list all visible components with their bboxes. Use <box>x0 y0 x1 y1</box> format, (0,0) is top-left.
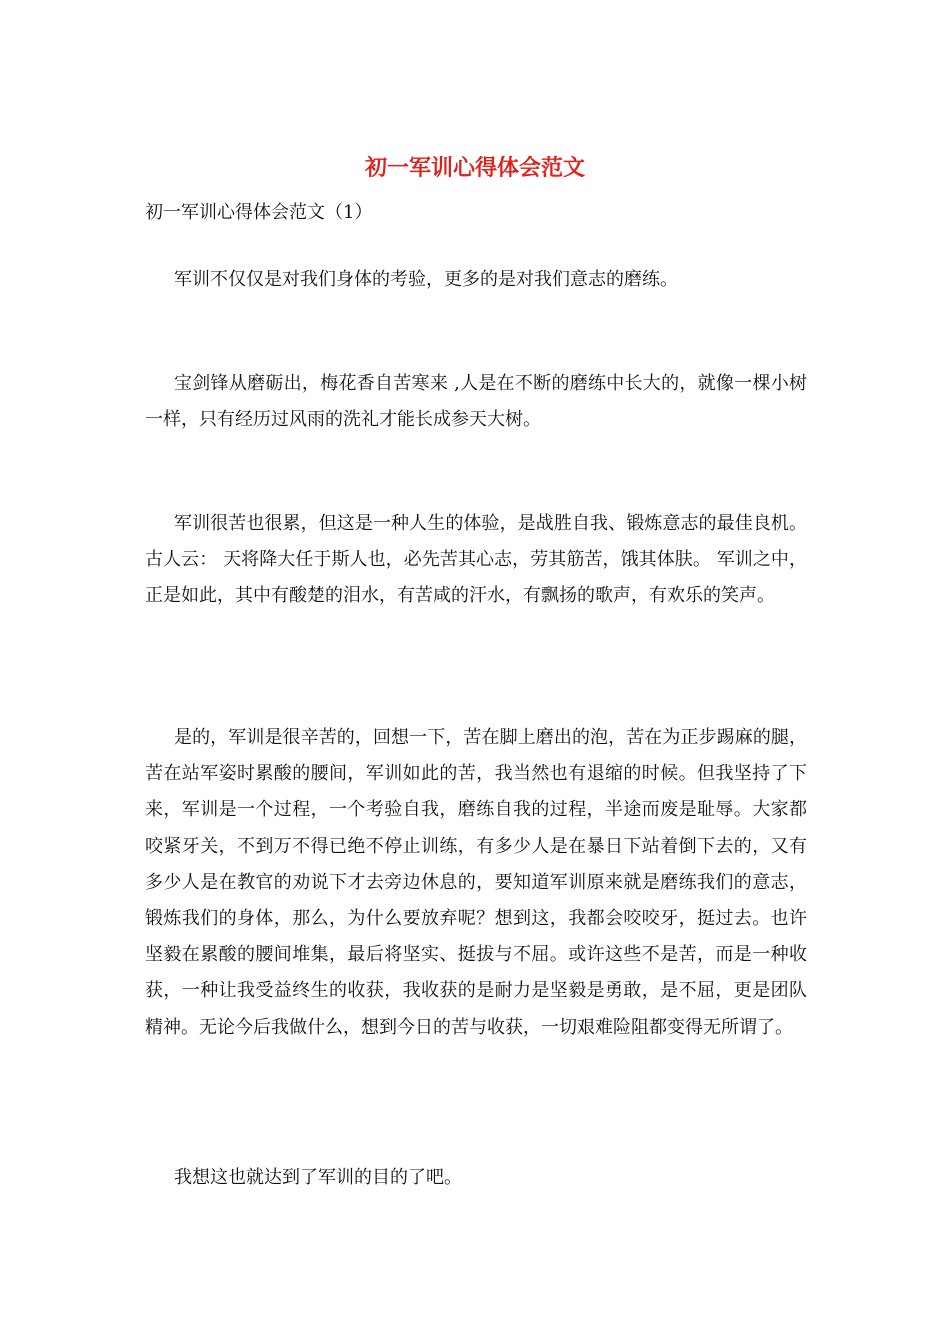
paragraph-2: 宝剑锋从磨砺出，梅花香自苦寒来 ,人是在不断的磨练中长大的，就像一棵小树一样，只有经历过风雨的洗礼才能长成参天大树。 <box>145 373 807 431</box>
paragraph-3: 军训很苦也很累，但这是一种人生的体验，是战胜自我、锻炼意志的最佳良机。古人云： 天将降大任于斯人也，必先苦其心志，劳其筋苦，饿其体肤。 军训之中，正是如此，其中有酸楚的泪水，有苦咸的汗水，有飘扬的歌声，有欢乐的笑声。 <box>145 513 807 607</box>
paragraph-5: 我想这也就达到了军训的目的了吧。 <box>174 1167 462 1188</box>
paragraph-4: 是的，军训是很辛苦的，回想一下，苦在脚上磨出的泡，苦在为正步踢麻的腿，苦在站军姿时累酸的腰间，军训如此的苦，我当然也有退缩的时候。但我坚持了下来，军训是一个过程，一个考验自我，磨练自我的过程，半途而废是耻辱。大家都咬紧牙关，不到万不得已绝不停止训练，有多少人是在暴日下站着倒下去的，又有多少人是在教官的劝说下才去旁边休息的，要知道军训原来就是磨练我们的意志，锻炼我们的身体，那么，为什么要放弃呢？想到这，我都会咬咬牙，挺过去。也许坚毅在累酸的腰间堆集，最后将坚实、挺拔与不屈。或许这些不是苦，而是一种收获，一种让我受益终生的收获，我收获的是耐力是坚毅是勇敢，是不屈，更是团队精神。无论今后我做什么，想到今日的苦与收获，一切艰难险阻都变得无所谓了。 <box>145 727 807 1038</box>
document-title: 初一军训心得体会范文 <box>364 155 585 181</box>
document-subtitle: 初一军训心得体会范文（1） <box>145 202 373 223</box>
paragraph-1: 军训不仅仅是对我们身体的考验，更多的是对我们意志的磨练。 <box>174 269 678 290</box>
